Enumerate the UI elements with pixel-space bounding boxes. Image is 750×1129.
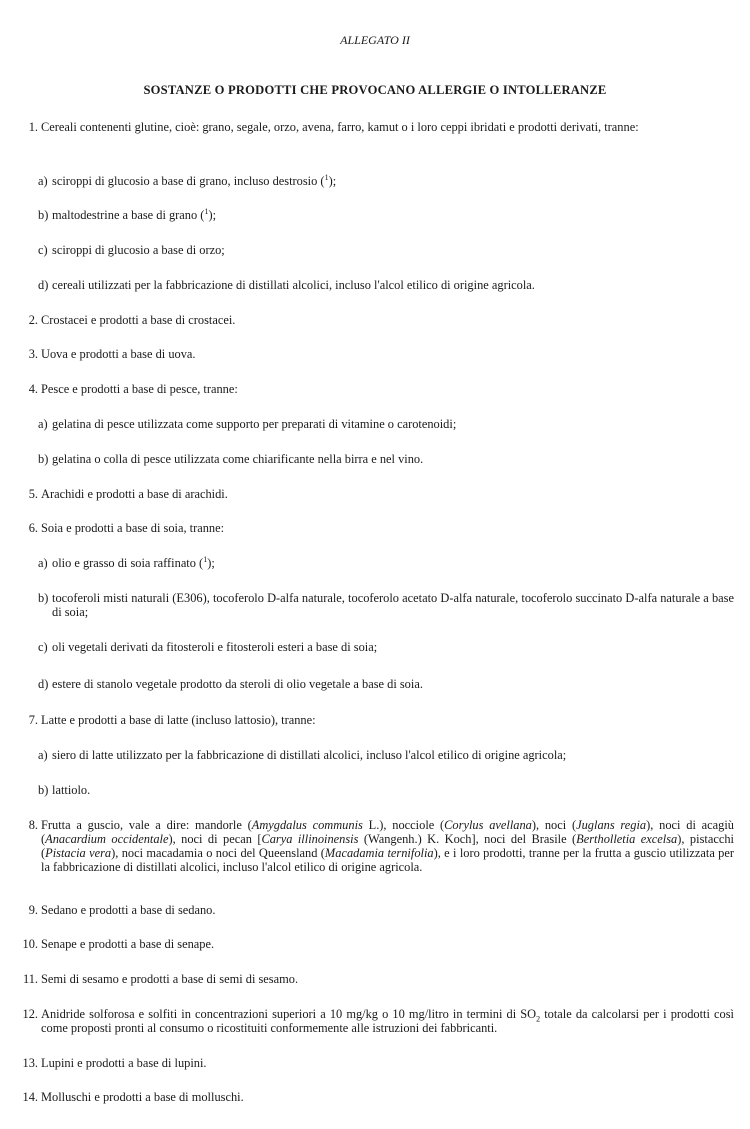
item-text: Uova e prodotti a base di uova. [41, 347, 196, 361]
item-text: Crostacei e prodotti a base di crostacei. [41, 313, 236, 327]
item-number: 8. [28, 818, 38, 832]
item-number: 9. [28, 903, 38, 917]
list-subitem [38, 417, 734, 431]
list-subitem [38, 278, 734, 292]
item-text: Soia e prodotti a base di soia, tranne: [41, 521, 225, 535]
list-subitem [38, 591, 734, 619]
item-text: gelatina o colla di pesce utilizzata come chiarificante nella birra e nel vino. [52, 452, 424, 466]
item-letter: a) [38, 748, 48, 762]
list-item [14, 347, 734, 361]
list-item [14, 713, 734, 727]
item-text: cereali utilizzati per la fabbricazione di distillati alcolici, incluso l'alcol etilico di origine agricola. [52, 278, 535, 292]
list-item [14, 1090, 734, 1104]
item-text: olio e grasso di soia raffinato ($^1$); [52, 554, 215, 570]
item-number: 1. [28, 120, 38, 134]
item-letter: b) [38, 208, 49, 222]
item-letter: a) [38, 174, 48, 188]
item-letter: d) [38, 677, 49, 691]
item-text: maltodestrine a base di grano ($^1$); [52, 206, 217, 222]
list-item [14, 1056, 734, 1070]
item-number: 11. [22, 972, 38, 986]
item-number: 6. [28, 521, 38, 535]
item-number: 7. [28, 713, 38, 727]
item-letter: a) [38, 556, 48, 570]
item-letter: c) [38, 640, 48, 654]
item-text: sciroppi di glucosio a base di orzo; [52, 243, 225, 257]
list-subitem [38, 748, 734, 762]
item-text: gelatina di pesce utilizzata come supporto per preparati di vitamine o carotenoidi; [52, 417, 457, 431]
list-subitem [38, 640, 734, 654]
list-subitem [38, 556, 734, 570]
item-number: 12. [22, 1007, 38, 1021]
list-item [14, 313, 734, 327]
item-text: Arachidi e prodotti a base di arachidi. [41, 487, 228, 501]
item-number: 4. [28, 382, 38, 396]
item-text: Molluschi e prodotti a base di molluschi. [41, 1090, 244, 1104]
list-subitem [38, 243, 734, 257]
footnote-ref: 1 [204, 206, 209, 216]
item-number: 3. [28, 347, 38, 361]
item-text: Pesce e prodotti a base di pesce, tranne: [41, 382, 238, 396]
list-item [14, 1007, 734, 1035]
item-letter: c) [38, 243, 48, 257]
item-text: Senape e prodotti a base di senape. [41, 937, 215, 951]
list-item [14, 487, 734, 501]
item-text: tocoferoli misti naturali (E306), tocoferolo D-alfa naturale, tocoferolo acetato D-alfa naturale, tocoferolo succinato D-alfa naturale a base di soia; [52, 591, 734, 619]
item-text: estere di stanolo vegetale prodotto da steroli di olio vegetale a base di soia. [52, 677, 423, 691]
item-text: oli vegetali derivati da fitosteroli e fitosteroli esteri a base di soia; [52, 640, 378, 654]
item-text: Semi di sesamo e prodotti a base di semi di sesamo. [41, 972, 299, 986]
list-item [14, 818, 734, 874]
item-number: 14. [22, 1090, 38, 1104]
item-text: sciroppi di glucosio a base di grano, incluso destrosio ($^1$); [52, 172, 337, 188]
item-letter: d) [38, 278, 49, 292]
list-subitem [38, 452, 734, 466]
item-text: siero di latte utilizzato per la fabbricazione di distillati alcolici, incluso l'alcol etilico di origine agricola; [52, 748, 567, 762]
item-number: 2. [28, 313, 38, 327]
item-text: Lupini e prodotti a base di lupini. [41, 1056, 207, 1070]
footnote-ref: 1 [324, 172, 329, 182]
item-number: 10. [22, 937, 38, 951]
item-text: Sedano e prodotti a base di sedano. [41, 903, 216, 917]
item-letter: b) [38, 452, 49, 466]
item-letter: a) [38, 417, 48, 431]
list-subitem [38, 677, 734, 691]
item-text: Anidride solforosa e solfiti in concentrazioni superiori a 10 mg/kg o 10 mg/litro in termini di $SO_2$ totale da calcolarsi per i prodotti così come proposti pronti al consumo o ricostituiti conformemente alle istruzioni dei fabbricanti. [41, 1007, 734, 1035]
list-item [14, 382, 734, 396]
footnote-ref: 1 [203, 554, 208, 564]
list-subitem [38, 208, 734, 222]
list-item [14, 972, 734, 986]
list-subitem [38, 174, 734, 188]
item-number: 5. [28, 487, 38, 501]
page-title: SOSTANZE O PRODOTTI CHE PROVOCANO ALLERGIE O INTOLLERANZE [143, 83, 607, 97]
item-text: Latte e prodotti a base di latte (incluso lattosio), tranne: [41, 713, 316, 727]
annex-label: ALLEGATO II [340, 33, 410, 47]
item-number: 13. [22, 1056, 38, 1070]
item-text: Frutta a guscio, vale a dire: mandorle (Amygdalus communis L.), nocciole (Corylus avellana), noci (Juglans regia), noci di acagiù (Anacardium occidentale), noci di pecan [Carya illinoinensis (Wangenh.) K. Koch], noci del Brasile (Bertholletia excelsa), pistacchi (Pistacia vera), noci macadamia o noci del Queensland (Macadamia ternifolia), e i loro prodotti, tranne per la frutta a guscio utilizzata per la fabbricazione di distillati alcolici, incluso l'alcol etilico di origine agricola. [41, 818, 735, 874]
item-text: lattiolo. [52, 783, 91, 797]
list-item [14, 903, 734, 917]
item-letter: b) [38, 783, 49, 797]
item-letter: b) [38, 591, 49, 605]
list-subitem [38, 783, 734, 797]
list-item [14, 120, 734, 134]
list-item [14, 937, 734, 951]
list-item [14, 521, 734, 535]
item-text: Cereali contenenti glutine, cioè: grano, segale, orzo, avena, farro, kamut o i loro ceppi ibridati e prodotti derivati, tranne: [41, 120, 639, 134]
